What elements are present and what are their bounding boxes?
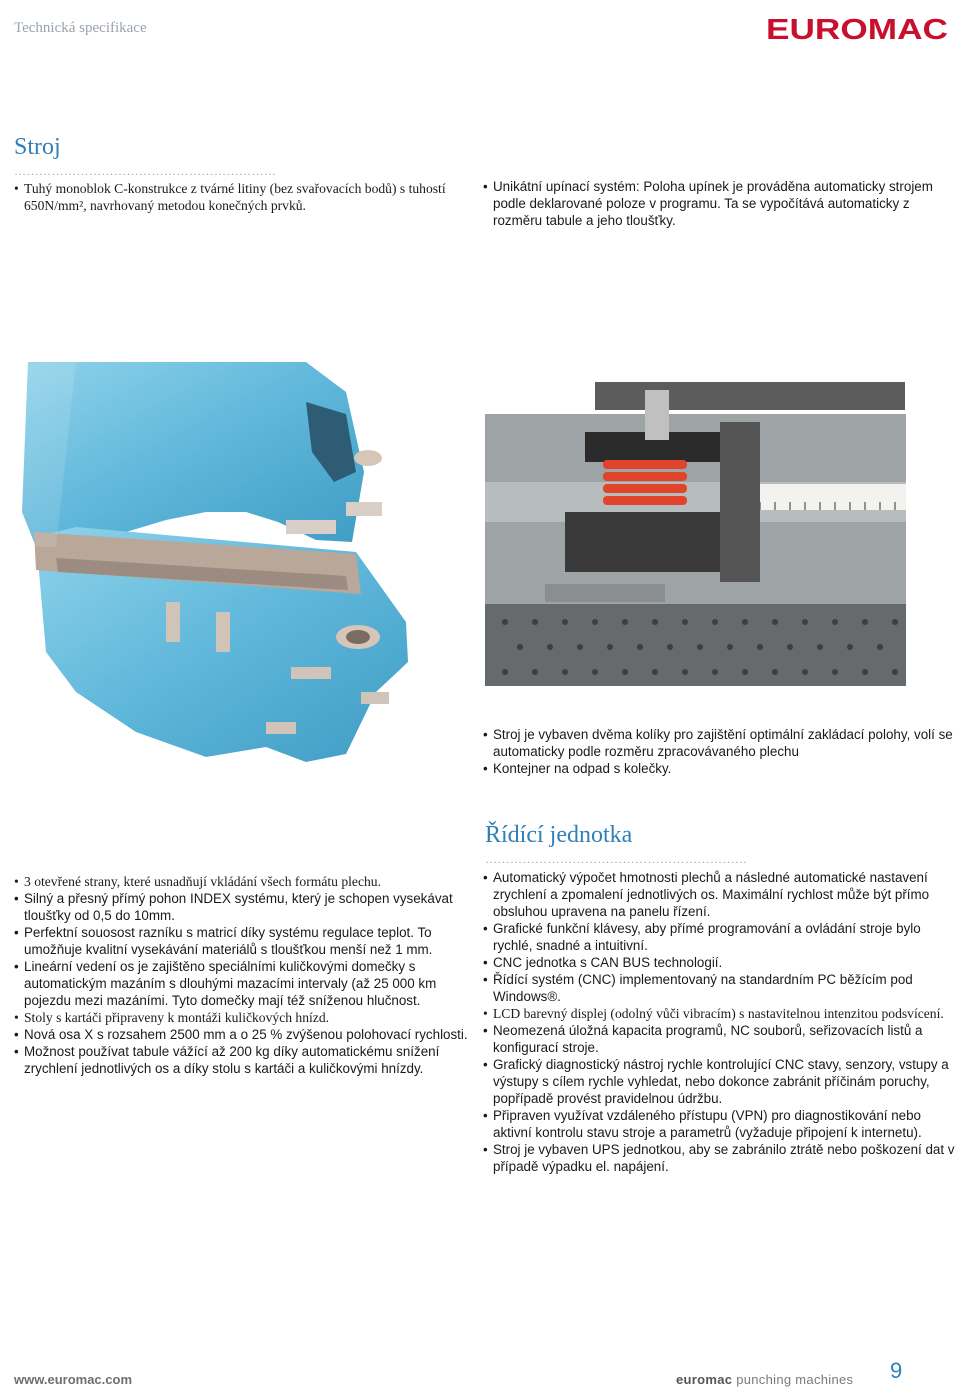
- list-item: • Připraven využívat vzdáleného přístupu (VPN) pro diagnostikování nebo aktivní kontrolu stavu stroje a parametrů (vyžaduje připojení k internetu).: [483, 1107, 958, 1141]
- footer-brand-tagline: punching machines: [736, 1372, 854, 1387]
- section-title-ridici: Řídící jednotka: [485, 822, 633, 848]
- section-dots-stroj: ………………………………………………………: [14, 164, 277, 178]
- list-item: • Lineární vedení os je zajištěno speciálními kuličkovými domečky s automatickým mazáním s dlouhými mazacími intervaly (až 25 000 km pojezdu mezi mazáními. Tyto domečky mají též sníženou hlučnost.: [14, 958, 472, 1009]
- list-item: • 3 otevřené strany, které usnadňují vkládání všech formátu plechu.: [14, 873, 472, 890]
- euromac-logo: [766, 12, 948, 44]
- list-item: • Perfektní souosost razníku s matricí díky systému regulace teplot. To umožňuje kvalitní vysekávání materiálů s tloušťkou menší než 1 mm.: [14, 924, 472, 958]
- footer-brand-name: euromac: [676, 1372, 733, 1387]
- list-item: • Tuhý monoblok C-konstrukce z tvárné litiny (bez svařovacích bodů) s tuhostí 650N/mm², navrhovaný metodou konečných prvků.: [14, 180, 454, 214]
- list-item: • Grafický diagnostický nástroj rychle kontrolující CNC stavy, senzory, vstupy a výstupy s cílem rychle vyhledat, nebo dokonce zabránit příčinám poruchy, popřípadě provést pravidelnou údržbu.: [483, 1056, 958, 1107]
- header-title: Technická specifikace: [14, 20, 147, 36]
- list-item: • Stroj je vybaven UPS jednotkou, aby se zabránilo ztrátě nebo poškození dat v případě výpadku el. napájení.: [483, 1141, 958, 1175]
- page-number: 9: [890, 1358, 903, 1383]
- section-dots-ridici: ………………………………………………………: [485, 852, 748, 866]
- list-item: • Stroj je vybaven dvěma kolíky pro zajištění optimální zakládací polohy, volí se automaticky podle rozměru zpracovávaného plechu: [483, 726, 958, 760]
- list-item: • Nová osa X s rozsahem 2500 mm a o 25 % zvýšenou polohovací rychlosti.: [14, 1026, 472, 1043]
- list-item: • Neomezená úložná kapacita programů, NC souborů, seřizovacích listů a konfigurací stroje.: [483, 1022, 958, 1056]
- list-item: • Unikátní upínací systém: Poloha upínek je prováděna automaticky strojem podle deklarované poloze v programu. Ta se vypočítává automaticky z rozměru tabule a jeho tloušťky.: [483, 178, 953, 229]
- list-item: • Grafické funkční klávesy, aby přímé programování a ovládání stroje bylo rychlé, snadné a intuitivní.: [483, 920, 958, 954]
- footer-brand: [676, 1372, 853, 1387]
- list-item: • CNC jednotka s CAN BUS technologií.: [483, 954, 958, 971]
- stroj-right-list: [483, 178, 953, 229]
- clamp-photo-image: [485, 362, 906, 686]
- list-item: • Kontejner na odpad s kolečky.: [483, 760, 958, 777]
- list-item: • Silný a přesný přímý pohon INDEX systému, který je schopen vysekávat tloušťky od 0,5 do 10mm.: [14, 890, 472, 924]
- list-item: • Automatický výpočet hmotnosti plechů a následné automatické nastavení zrychlení a zpomalení jednotlivých os. Maximální rychlost může být přímo obsluhou upravena na panelu řízení.: [483, 869, 958, 920]
- section-title-stroj: Stroj: [14, 134, 61, 160]
- ridici-list: [483, 869, 958, 1175]
- list-item: • Stoly s kartáči připraveny k montáži kuličkových hnízd.: [14, 1009, 472, 1026]
- stroj-lower-list: [14, 873, 472, 1077]
- machine-frame-image: [16, 362, 411, 770]
- stroj-left-list: [14, 180, 454, 214]
- stroj-mid-list: [483, 726, 958, 777]
- footer-url[interactable]: www.euromac.com: [14, 1372, 132, 1387]
- logo-text: EUROMAC: [766, 14, 948, 44]
- list-item: • Řídící systém (CNC) implementovaný na standardním PC běžícím pod Windows®.: [483, 971, 958, 1005]
- list-item: • Možnost používat tabule vážící až 200 kg díky automatickému snížení zrychlení jednotlivých os a díky stolu s kartáči a kuličkovými hnízdy.: [14, 1043, 472, 1077]
- list-item: • LCD barevný displej (odolný vůči vibracím) s nastavitelnou intenzitou podsvícení.: [483, 1005, 958, 1022]
